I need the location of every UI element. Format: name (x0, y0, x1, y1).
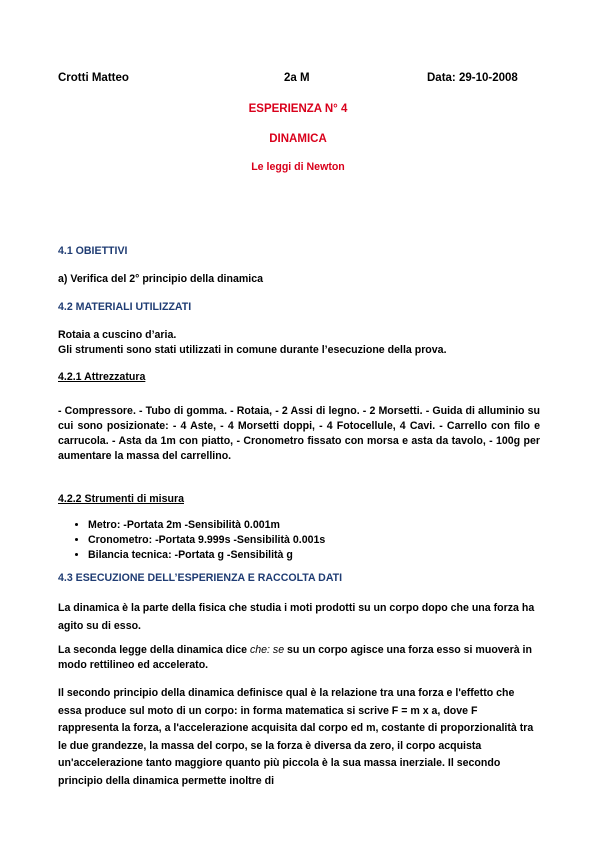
paragraph-2-end: su un corpo agisce una forza esso si muoverà in modo rettilineo ed accelerato. (58, 644, 532, 671)
subject-title: DINAMICA (269, 133, 327, 145)
header-author: Crotti Matteo (58, 72, 129, 84)
section-heading-objectives: 4.1 OBIETTIVI (58, 245, 128, 257)
section-heading-materials: 4.2 MATERIALI UTILIZZATI (58, 301, 192, 313)
paragraph-3: Il secondo principio della dinamica definisce qual è la relazione tra una forza e l'effetto che essa produce sul moto di un corpo: in forma matematica si scrive F = m x a, dove F rappresenta la forza, a l'accelerazione acquisita dal corpo ed m, costante di proporzionalità tra le due grandezze, la massa del corpo, se la forza è diversa da zero, il corpo acquista un'accelerazione tanto maggiore quanto più piccola è la sua massa inerziale. Il secondo principio della dinamica permette inoltre di (58, 687, 534, 787)
materials-line-1: Rotaia a cuscino d’aria. (58, 329, 177, 341)
paragraph-2 (58, 643, 540, 673)
section-heading-equipment: 4.2.1 Attrezzatura (58, 371, 146, 383)
paragraph-1: La dinamica è la parte della fisica che studia i moti prodotti su un corpo dopo che una forza ha agito su di esso. (58, 602, 535, 632)
objective-text: a) Verifica del 2° principio della dinamica (58, 273, 264, 285)
instrument-item: • Metro: -Portata 2m -Sensibilità 0.001m (88, 518, 540, 533)
instrument-item: • Bilancia tecnica: -Portata g -Sensibilità g (88, 548, 540, 563)
equipment-paragraph: - Compressore. - Tubo di gomma. - Rotaia, - 2 Assi di legno. - 2 Morsetti. - Guida di alluminio su cui sono posizionate: - 4 Aste, - 4 Morsetti doppi, - 4 Fotocellule, 4 Cavi. - Carrello con filo e carrucola. - Asta da 1m con piatto, - Cronometro fissato con morsa e asta da tavolo, - 100g per aumentare la massa del carrellino. (58, 405, 540, 462)
header-class: 2a M (284, 72, 310, 84)
paragraph-2-start: La seconda legge della dinamica dice (58, 644, 250, 656)
subtitle: Le leggi di Newton (251, 161, 345, 173)
header-date: Data: 29-10-2008 (427, 72, 518, 84)
section-heading-execution: 4.3 ESECUZIONE DELL’ESPERIENZA E RACCOLTA DATI (58, 572, 343, 584)
experiment-title: ESPERIENZA N° 4 (248, 103, 348, 115)
instruments-list (58, 518, 540, 563)
instrument-item: • Cronometro: -Portata 9.999s -Sensibilità 0.001s (88, 533, 540, 548)
materials-line-2: Gli strumenti sono stati utilizzati in comune durante l’esecuzione della prova. (58, 344, 447, 356)
section-heading-instruments: 4.2.2 Strumenti di misura (58, 493, 184, 505)
paragraph-2-italic: che: se (249, 644, 285, 656)
